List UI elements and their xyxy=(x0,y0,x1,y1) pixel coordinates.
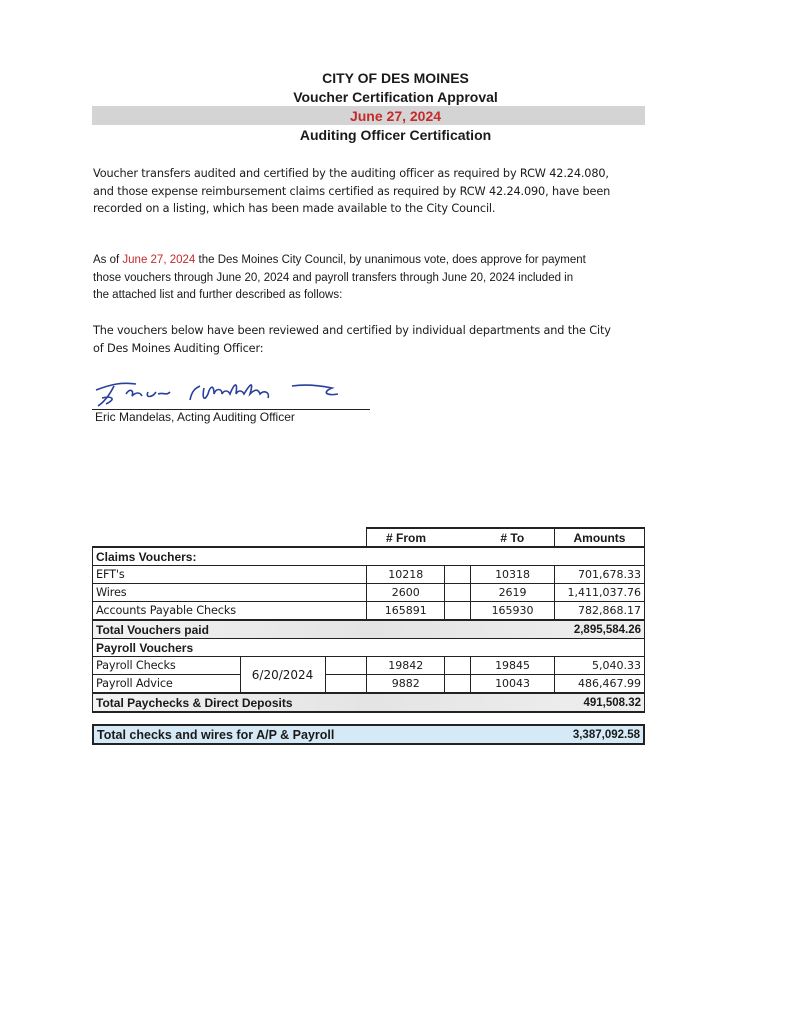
row-from: 2600 xyxy=(367,584,445,602)
row-label: Wires xyxy=(93,584,367,602)
row-label: Payroll Checks xyxy=(93,657,241,675)
row-from: 10218 xyxy=(367,566,445,584)
approval-text: the Des Moines City Council, by unanimous vote, does approve for payment those vouchers through June 20, 2024 and payroll transfers through June 20, 2024 included in the attached list and further described as follows: xyxy=(93,254,586,301)
grand-total-amount: 3,387,092.58 xyxy=(516,725,644,744)
row-amount: 782,868.17 xyxy=(554,602,644,621)
row-label: EFT's xyxy=(93,566,367,584)
doc-subtitle: Auditing Officer Certification xyxy=(299,127,492,143)
row-from: 165891 xyxy=(367,602,445,621)
table-row xyxy=(93,675,645,694)
org-name: CITY OF DES MOINES xyxy=(322,70,469,86)
table-row xyxy=(93,566,645,584)
payroll-total-label: Total Paychecks & Direct Deposits xyxy=(93,693,555,712)
row-to: 10043 xyxy=(471,675,555,694)
grand-total-table xyxy=(92,724,645,745)
row-to: 10318 xyxy=(471,566,555,584)
row-from: 9882 xyxy=(367,675,445,694)
doc-title: Voucher Certification Approval xyxy=(293,89,498,105)
payroll-total-row xyxy=(93,693,645,712)
grand-total-label: Total checks and wires for A/P & Payroll xyxy=(93,725,516,744)
header-from: # From xyxy=(367,528,445,547)
certification-paragraph: Voucher transfers audited and certified by the auditing officer as required by RCW 42.24.080, and those expense reimbursement claims certified as required by RCW 42.24.090, have been recorded on a listing, which has been made available to the City Council. xyxy=(93,167,611,215)
row-amount: 5,040.33 xyxy=(554,657,644,675)
row-label: Payroll Advice xyxy=(93,675,241,694)
table-row xyxy=(93,657,645,675)
row-to: 2619 xyxy=(471,584,555,602)
signer-caption: Eric Mandelas, Acting Auditing Officer xyxy=(95,410,295,424)
review-paragraph xyxy=(93,322,623,357)
row-amount: 1,411,037.76 xyxy=(554,584,644,602)
payroll-section-row xyxy=(93,639,645,657)
claims-section-row xyxy=(93,547,645,566)
header-amounts: Amounts xyxy=(554,528,644,547)
grand-total-row xyxy=(93,725,644,744)
signature-image xyxy=(92,376,372,410)
table-row xyxy=(93,584,645,602)
claims-total-amount: 2,895,584.26 xyxy=(554,620,644,639)
claims-total-label: Total Vouchers paid xyxy=(93,620,555,639)
approval-prefix: As of xyxy=(93,254,123,266)
table-header-row xyxy=(93,528,645,547)
doc-date: June 27, 2024 xyxy=(349,108,442,124)
row-to: 19845 xyxy=(471,657,555,675)
approval-paragraph xyxy=(93,252,588,305)
payroll-total-amount: 491,508.32 xyxy=(554,693,644,712)
claims-total-row xyxy=(93,620,645,639)
row-to: 165930 xyxy=(471,602,555,621)
payroll-section-label: Payroll Vouchers xyxy=(93,639,645,657)
header-to: # To xyxy=(471,528,555,547)
row-label: Accounts Payable Checks xyxy=(93,602,367,621)
table-row xyxy=(93,602,645,621)
row-from: 19842 xyxy=(367,657,445,675)
claims-section-label: Claims Vouchers: xyxy=(93,547,645,566)
approval-date: June 27, 2024 xyxy=(122,254,196,266)
voucher-table xyxy=(92,527,645,713)
row-amount: 701,678.33 xyxy=(554,566,644,584)
row-amount: 486,467.99 xyxy=(554,675,644,694)
review-text: The vouchers below have been reviewed and certified by individual departments and the City of Des Moines Auditing Officer: xyxy=(93,324,611,355)
payroll-date: 6/20/2024 xyxy=(240,657,325,694)
